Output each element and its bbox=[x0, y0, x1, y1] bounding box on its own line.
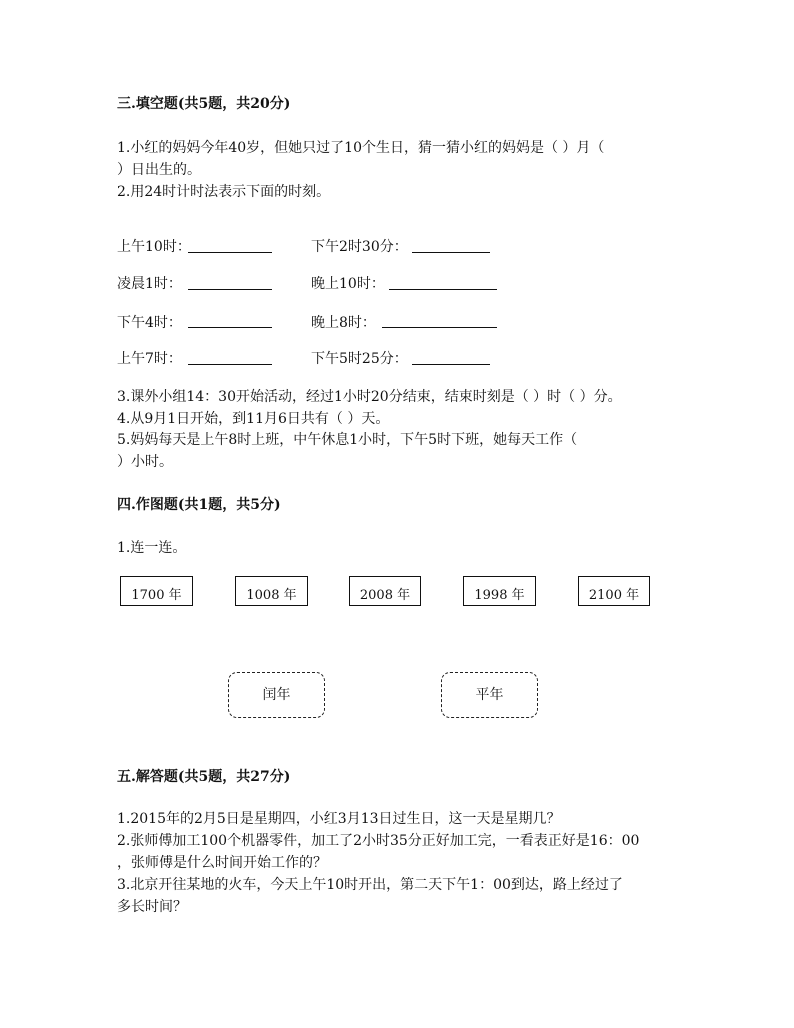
common-year-box[interactable]: 平年 bbox=[441, 672, 538, 718]
year-box-1998[interactable]: 1998 年 bbox=[463, 576, 536, 606]
answer-blank-3[interactable] bbox=[188, 289, 272, 290]
year-box-2100[interactable]: 2100 年 bbox=[578, 576, 650, 606]
fill-section-title: 三.填空题(共5题，共20分) bbox=[117, 96, 291, 112]
solve-q1: 1.2015年的2月5日是星期四，小红3月13日过生日，这一天是星期几？ bbox=[117, 811, 561, 827]
answer-blank-5[interactable] bbox=[188, 327, 272, 328]
answer-blank-4[interactable] bbox=[389, 289, 497, 290]
fill-q3: 3.课外小组14：30开始活动，经过1小时20分结束，结束时刻是（ ）时（ ）分。 bbox=[117, 389, 622, 405]
solve-q3-line1: 3.北京开往某地的火车，今天上午10时开出，第二天下午1：00到达，路上经过了 bbox=[117, 877, 623, 893]
solve-section-title: 五.解答题(共5题，共27分) bbox=[117, 769, 291, 785]
time-label-4: 晚上10时： bbox=[311, 276, 385, 292]
leap-year-box[interactable]: 闰年 bbox=[228, 672, 325, 718]
year-box-1700[interactable]: 1700 年 bbox=[120, 576, 193, 606]
fill-q2: 2.用24时计时法表示下面的时刻。 bbox=[117, 184, 331, 200]
fill-q5-line1: 5.妈妈每天是上午8时上班，中午休息1小时，下午5时下班，她每天工作（ bbox=[117, 432, 578, 448]
fill-q1-line2: ）日出生的。 bbox=[117, 162, 201, 178]
time-label-2: 下午2时30分： bbox=[311, 239, 408, 255]
answer-blank-2[interactable] bbox=[412, 252, 490, 253]
time-label-5: 下午4时： bbox=[117, 315, 182, 331]
time-label-3: 凌晨1时： bbox=[117, 276, 182, 292]
year-box-2008[interactable]: 2008 年 bbox=[349, 576, 421, 606]
answer-blank-7[interactable] bbox=[188, 364, 272, 365]
solve-q3-line2: 多长时间？ bbox=[117, 899, 187, 915]
fill-q5-line2: ）小时。 bbox=[117, 454, 173, 470]
fill-q1-line1: 1.小红的妈妈今年40岁，但她只过了10个生日，猜一猜小红的妈妈是（ ）月（ bbox=[117, 140, 605, 156]
fill-q4: 4.从9月1日开始，到11月6日共有（ ）天。 bbox=[117, 411, 390, 427]
solve-q2-line2: ，张师傅是什么时间开始工作的？ bbox=[117, 855, 327, 871]
time-label-7: 上午7时： bbox=[117, 351, 182, 367]
drawing-section-title: 四.作图题(共1题，共5分) bbox=[117, 497, 281, 513]
year-box-1008[interactable]: 1008 年 bbox=[235, 576, 308, 606]
time-label-6: 晚上8时： bbox=[311, 315, 376, 331]
answer-blank-8[interactable] bbox=[412, 364, 490, 365]
solve-q2-line1: 2.张师傅加工100个机器零件，加工了2小时35分正好加工完，一看表正好是16：00 bbox=[117, 833, 640, 849]
time-label-8: 下午5时25分： bbox=[311, 351, 408, 367]
answer-blank-1[interactable] bbox=[188, 252, 272, 253]
answer-blank-6[interactable] bbox=[382, 327, 497, 328]
time-label-1: 上午10时： bbox=[117, 239, 191, 255]
drawing-q1: 1.连一连。 bbox=[117, 540, 187, 556]
